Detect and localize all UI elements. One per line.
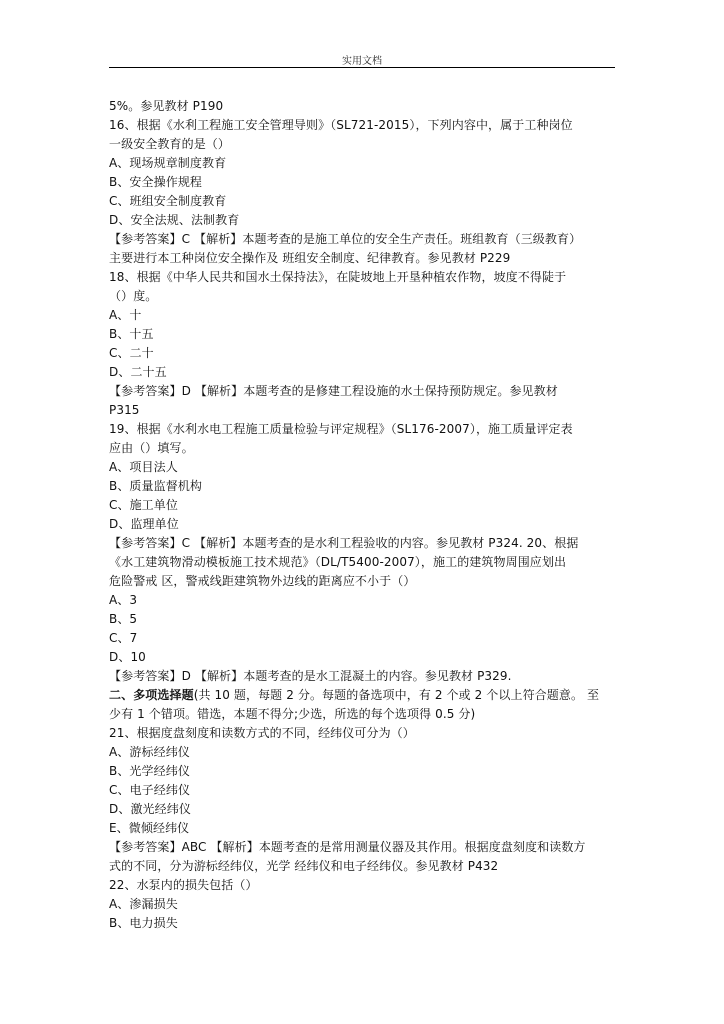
option-d: D、10 — [109, 650, 146, 664]
option-b: B、质量监督机构 — [109, 479, 203, 493]
question-20-line-1: 《水工建筑物滑动模板施工技术规范》（DL/T5400-2007），施工的建筑物周围应划出 — [109, 555, 567, 569]
question-21: 21、根据度盘刻度和读数方式的不同，经纬仪可分为（） — [109, 726, 415, 740]
option-a: A、3 — [109, 593, 138, 607]
page-header-title: 实用文档 — [342, 56, 382, 67]
option-c: C、班组安全制度教育 — [109, 194, 227, 208]
option-c: C、施工单位 — [109, 498, 178, 512]
answer-18-line-2: P315 — [109, 403, 140, 417]
question-16-line-1: 16、根据《水利工程施工安全管理导则》（SL721-2015），下列内容中，属于工种岗位 — [109, 118, 573, 132]
question-16-line-2: 一级安全教育的是（） — [109, 137, 231, 151]
option-d: D、激光经纬仪 — [109, 802, 191, 816]
option-b: B、5 — [109, 612, 138, 626]
section-2-heading: 二、多项选择题 — [109, 688, 194, 702]
option-a: A、十 — [109, 308, 142, 322]
option-b: B、安全操作规程 — [109, 175, 203, 189]
option-c: C、7 — [109, 631, 138, 645]
section-2-intro-line-2: 少有 1 个错项。错选，本题不得分;少选，所选的每个选项得 0.5 分) — [109, 707, 476, 721]
answer-18-line-1: 【参考答案】D 【解析】本题考查的是修建工程设施的水土保持预防规定。参见教材 — [109, 384, 558, 398]
option-a: A、现场规章制度教育 — [109, 156, 227, 170]
option-d: D、监理单位 — [109, 517, 179, 531]
option-d: D、二十五 — [109, 365, 167, 379]
text-line: 5%。参见教材 P190 — [109, 99, 224, 113]
option-a: A、游标经纬仪 — [109, 745, 190, 759]
option-b: B、光学经纬仪 — [109, 764, 190, 778]
question-18-line-2: （）度。 — [109, 289, 158, 303]
option-c: C、电子经纬仪 — [109, 783, 191, 797]
answer-19-line-1: 【参考答案】C 【解析】本题考查的是水利工程验收的内容。参见教材 P324. 20、根据 — [109, 536, 579, 550]
option-d: D、安全法规、法制教育 — [109, 213, 240, 227]
question-22: 22、水泵内的损失包括（） — [109, 878, 258, 892]
option-e: E、微倾经纬仪 — [109, 821, 190, 835]
option-a: A、项目法人 — [109, 460, 178, 474]
answer-16-line-1: 【参考答案】C 【解析】本题考查的是施工单位的安全生产责任。班组教育（三级教育） — [109, 232, 582, 246]
header-rule — [109, 67, 615, 68]
option-c: C、二十 — [109, 346, 154, 360]
answer-21-line-1: 【参考答案】ABC 【解析】本题考查的是常用测量仪器及其作用。根据度盘刻度和读数方 — [109, 840, 586, 854]
question-19-line-2: 应由（）填写。 — [109, 441, 194, 455]
option-a: A、渗漏损失 — [109, 897, 178, 911]
question-19-line-1: 19、根据《水利水电工程施工质量检验与评定规程》（SL176-2007），施工质量评定表 — [109, 422, 573, 436]
answer-21-line-2: 式的不同，分为游标经纬仪，光学 经纬仪和电子经纬仪。参见教材 P432 — [109, 859, 499, 873]
answer-20: 【参考答案】D 【解析】本题考查的是水工混凝土的内容。参见教材 P329. — [109, 669, 512, 683]
document-body — [109, 97, 621, 933]
section-2-intro-line-1 — [109, 686, 621, 705]
question-20-line-2: 危险警戒 区，警戒线距建筑物外边线的距离应不小于（） — [109, 574, 416, 588]
answer-16-line-2: 主要进行本工种岗位安全操作及 班组安全制度、纪律教育。参见教材 P229 — [109, 251, 511, 265]
question-18-line-1: 18、根据《中华人民共和国水土保持法》，在陡坡地上开垦种植农作物，坡度不得陡于 — [109, 270, 567, 284]
option-b: B、十五 — [109, 327, 154, 341]
section-2-intro: (共 10 题，每题 2 分。每题的备选项中，有 2 个或 2 个以上符合题意。 至 — [193, 688, 600, 702]
option-b: B、电力损失 — [109, 916, 178, 930]
